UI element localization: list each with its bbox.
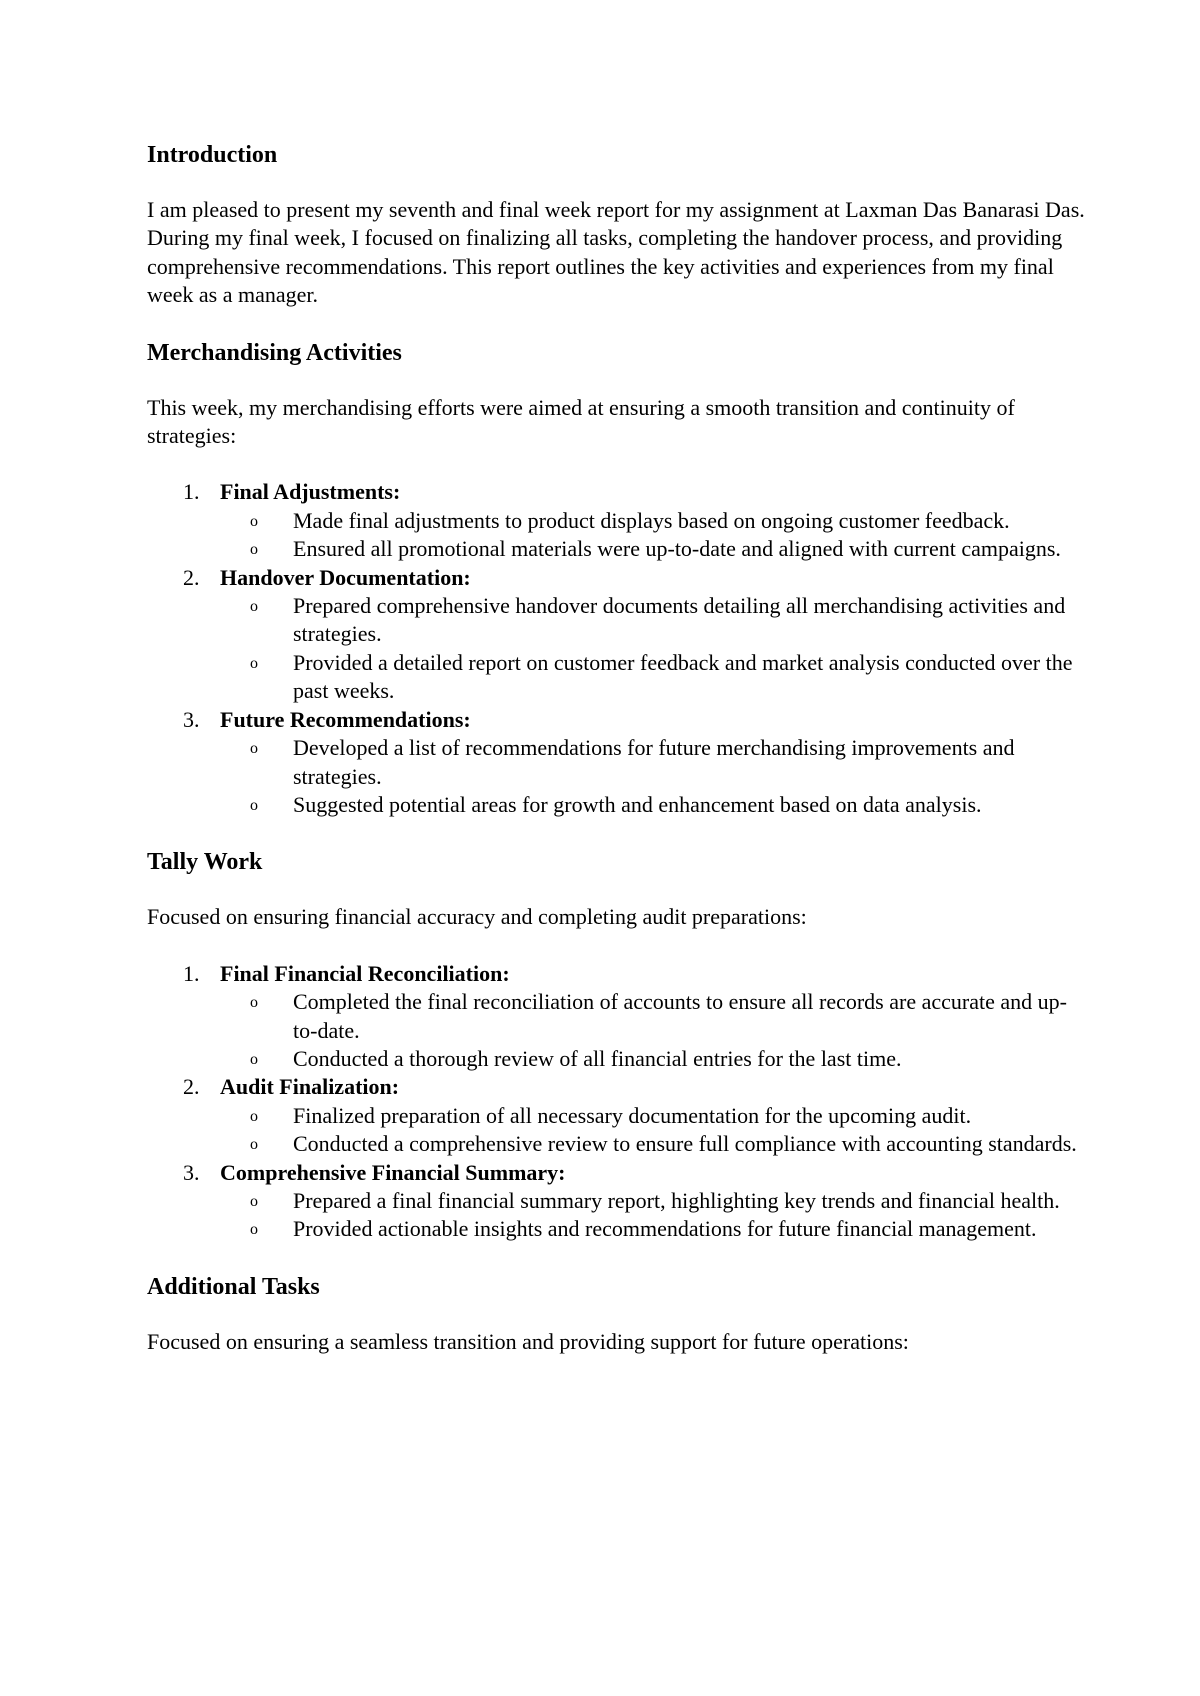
list-item xyxy=(147,1073,1087,1158)
sub-list xyxy=(220,988,1087,1073)
merchandising-intro: This week, my merchandising efforts were aimed at ensuring a smooth transition and continuity of strategies: xyxy=(147,394,1015,449)
sub-list-item xyxy=(220,1102,1087,1130)
list-item-title: Final Financial Reconciliation: xyxy=(220,960,510,986)
list-number: 1. xyxy=(183,479,200,505)
list-number: 2. xyxy=(183,1074,200,1100)
sub-list-item xyxy=(220,649,1087,706)
sub-list-text: Suggested potential areas for growth and enhancement based on data analysis. xyxy=(293,791,982,817)
bullet-icon: o xyxy=(250,654,258,672)
list-item-title: Audit Finalization: xyxy=(220,1074,400,1100)
introduction-heading: Introduction xyxy=(147,142,278,168)
bullet-icon: o xyxy=(250,994,258,1012)
sub-list-text: Prepared a final financial summary report, highlighting key trends and financial health. xyxy=(293,1187,1060,1213)
sub-list-text: Developed a list of recommendations for future merchandising improvements and strategies. xyxy=(293,735,1015,789)
sub-list xyxy=(220,507,1087,564)
bullet-icon: o xyxy=(250,541,258,559)
sub-list-text: Conducted a thorough review of all financial entries for the last time. xyxy=(293,1045,902,1071)
tally-intro: Focused on ensuring financial accuracy and completing audit preparations: xyxy=(147,904,807,930)
list-item-title: Future Recommendations: xyxy=(220,706,471,732)
sub-list-text: Finalized preparation of all necessary documentation for the upcoming audit. xyxy=(293,1102,972,1128)
bullet-icon: o xyxy=(250,1221,258,1239)
list-number: 3. xyxy=(183,706,200,732)
sub-list-item xyxy=(220,1187,1087,1215)
list-item xyxy=(147,960,1087,1074)
sub-list-item xyxy=(220,1045,1087,1073)
list-item-title: Final Adjustments: xyxy=(220,479,401,505)
sub-list-item xyxy=(220,507,1087,535)
merchandising-heading: Merchandising Activities xyxy=(147,339,402,366)
list-item xyxy=(147,564,1087,706)
sub-list-text: Prepared comprehensive handover documents detailing all merchandising activities and strategies. xyxy=(293,593,1066,647)
sub-list-text: Provided actionable insights and recommendations for future financial management. xyxy=(293,1216,1037,1242)
sub-list-item xyxy=(220,791,1087,819)
list-item-title: Comprehensive Financial Summary: xyxy=(220,1159,566,1185)
list-number: 2. xyxy=(183,564,200,590)
bullet-icon: o xyxy=(250,740,258,758)
sub-list-item xyxy=(220,535,1087,563)
list-item xyxy=(147,1159,1087,1244)
introduction-paragraph: I am pleased to present my seventh and final week report for my assignment at Laxman Das Banarasi Das. During my final week, I focused on finalizing all tasks, completing the handover process, and providing comprehensive recommendations. This report outlines the key activities and experiences from my final week as a manager. xyxy=(147,197,1085,308)
sub-list-text: Made final adjustments to product displays based on ongoing customer feedback. xyxy=(293,507,1010,533)
bullet-icon: o xyxy=(250,512,258,530)
bullet-icon: o xyxy=(250,598,258,616)
sub-list xyxy=(220,1102,1087,1159)
sub-list-text: Completed the final reconciliation of accounts to ensure all records are accurate and up-to-date. xyxy=(293,989,1067,1043)
bullet-icon: o xyxy=(250,1136,258,1154)
bullet-icon: o xyxy=(250,796,258,814)
bullet-icon: o xyxy=(250,1107,258,1125)
sub-list-item xyxy=(220,592,1087,649)
merchandising-list xyxy=(147,478,1087,819)
list-number: 3. xyxy=(183,1159,200,1185)
sub-list-item xyxy=(220,734,1087,791)
document-page xyxy=(147,140,1087,1356)
sub-list-item xyxy=(220,988,1087,1045)
sub-list-text: Conducted a comprehensive review to ensure full compliance with accounting standards. xyxy=(293,1131,1077,1157)
tally-heading: Tally Work xyxy=(147,849,263,876)
additional-intro: Focused on ensuring a seamless transition and providing support for future operations: xyxy=(147,1328,909,1354)
sub-list-item xyxy=(220,1130,1087,1158)
sub-list-item xyxy=(220,1215,1087,1243)
sub-list xyxy=(220,734,1087,819)
sub-list-text: Ensured all promotional materials were up-to-date and aligned with current campaigns. xyxy=(293,536,1061,562)
bullet-icon: o xyxy=(250,1192,258,1210)
list-item xyxy=(147,478,1087,563)
sub-list xyxy=(220,592,1087,706)
sub-list-text: Provided a detailed report on customer feedback and market analysis conducted over the past weeks. xyxy=(293,649,1073,704)
list-item-title: Handover Documentation: xyxy=(220,564,471,590)
list-number: 1. xyxy=(183,960,200,986)
sub-list xyxy=(220,1187,1087,1244)
bullet-icon: o xyxy=(250,1050,258,1068)
list-item xyxy=(147,706,1087,820)
additional-heading: Additional Tasks xyxy=(147,1273,320,1300)
tally-list xyxy=(147,960,1087,1244)
